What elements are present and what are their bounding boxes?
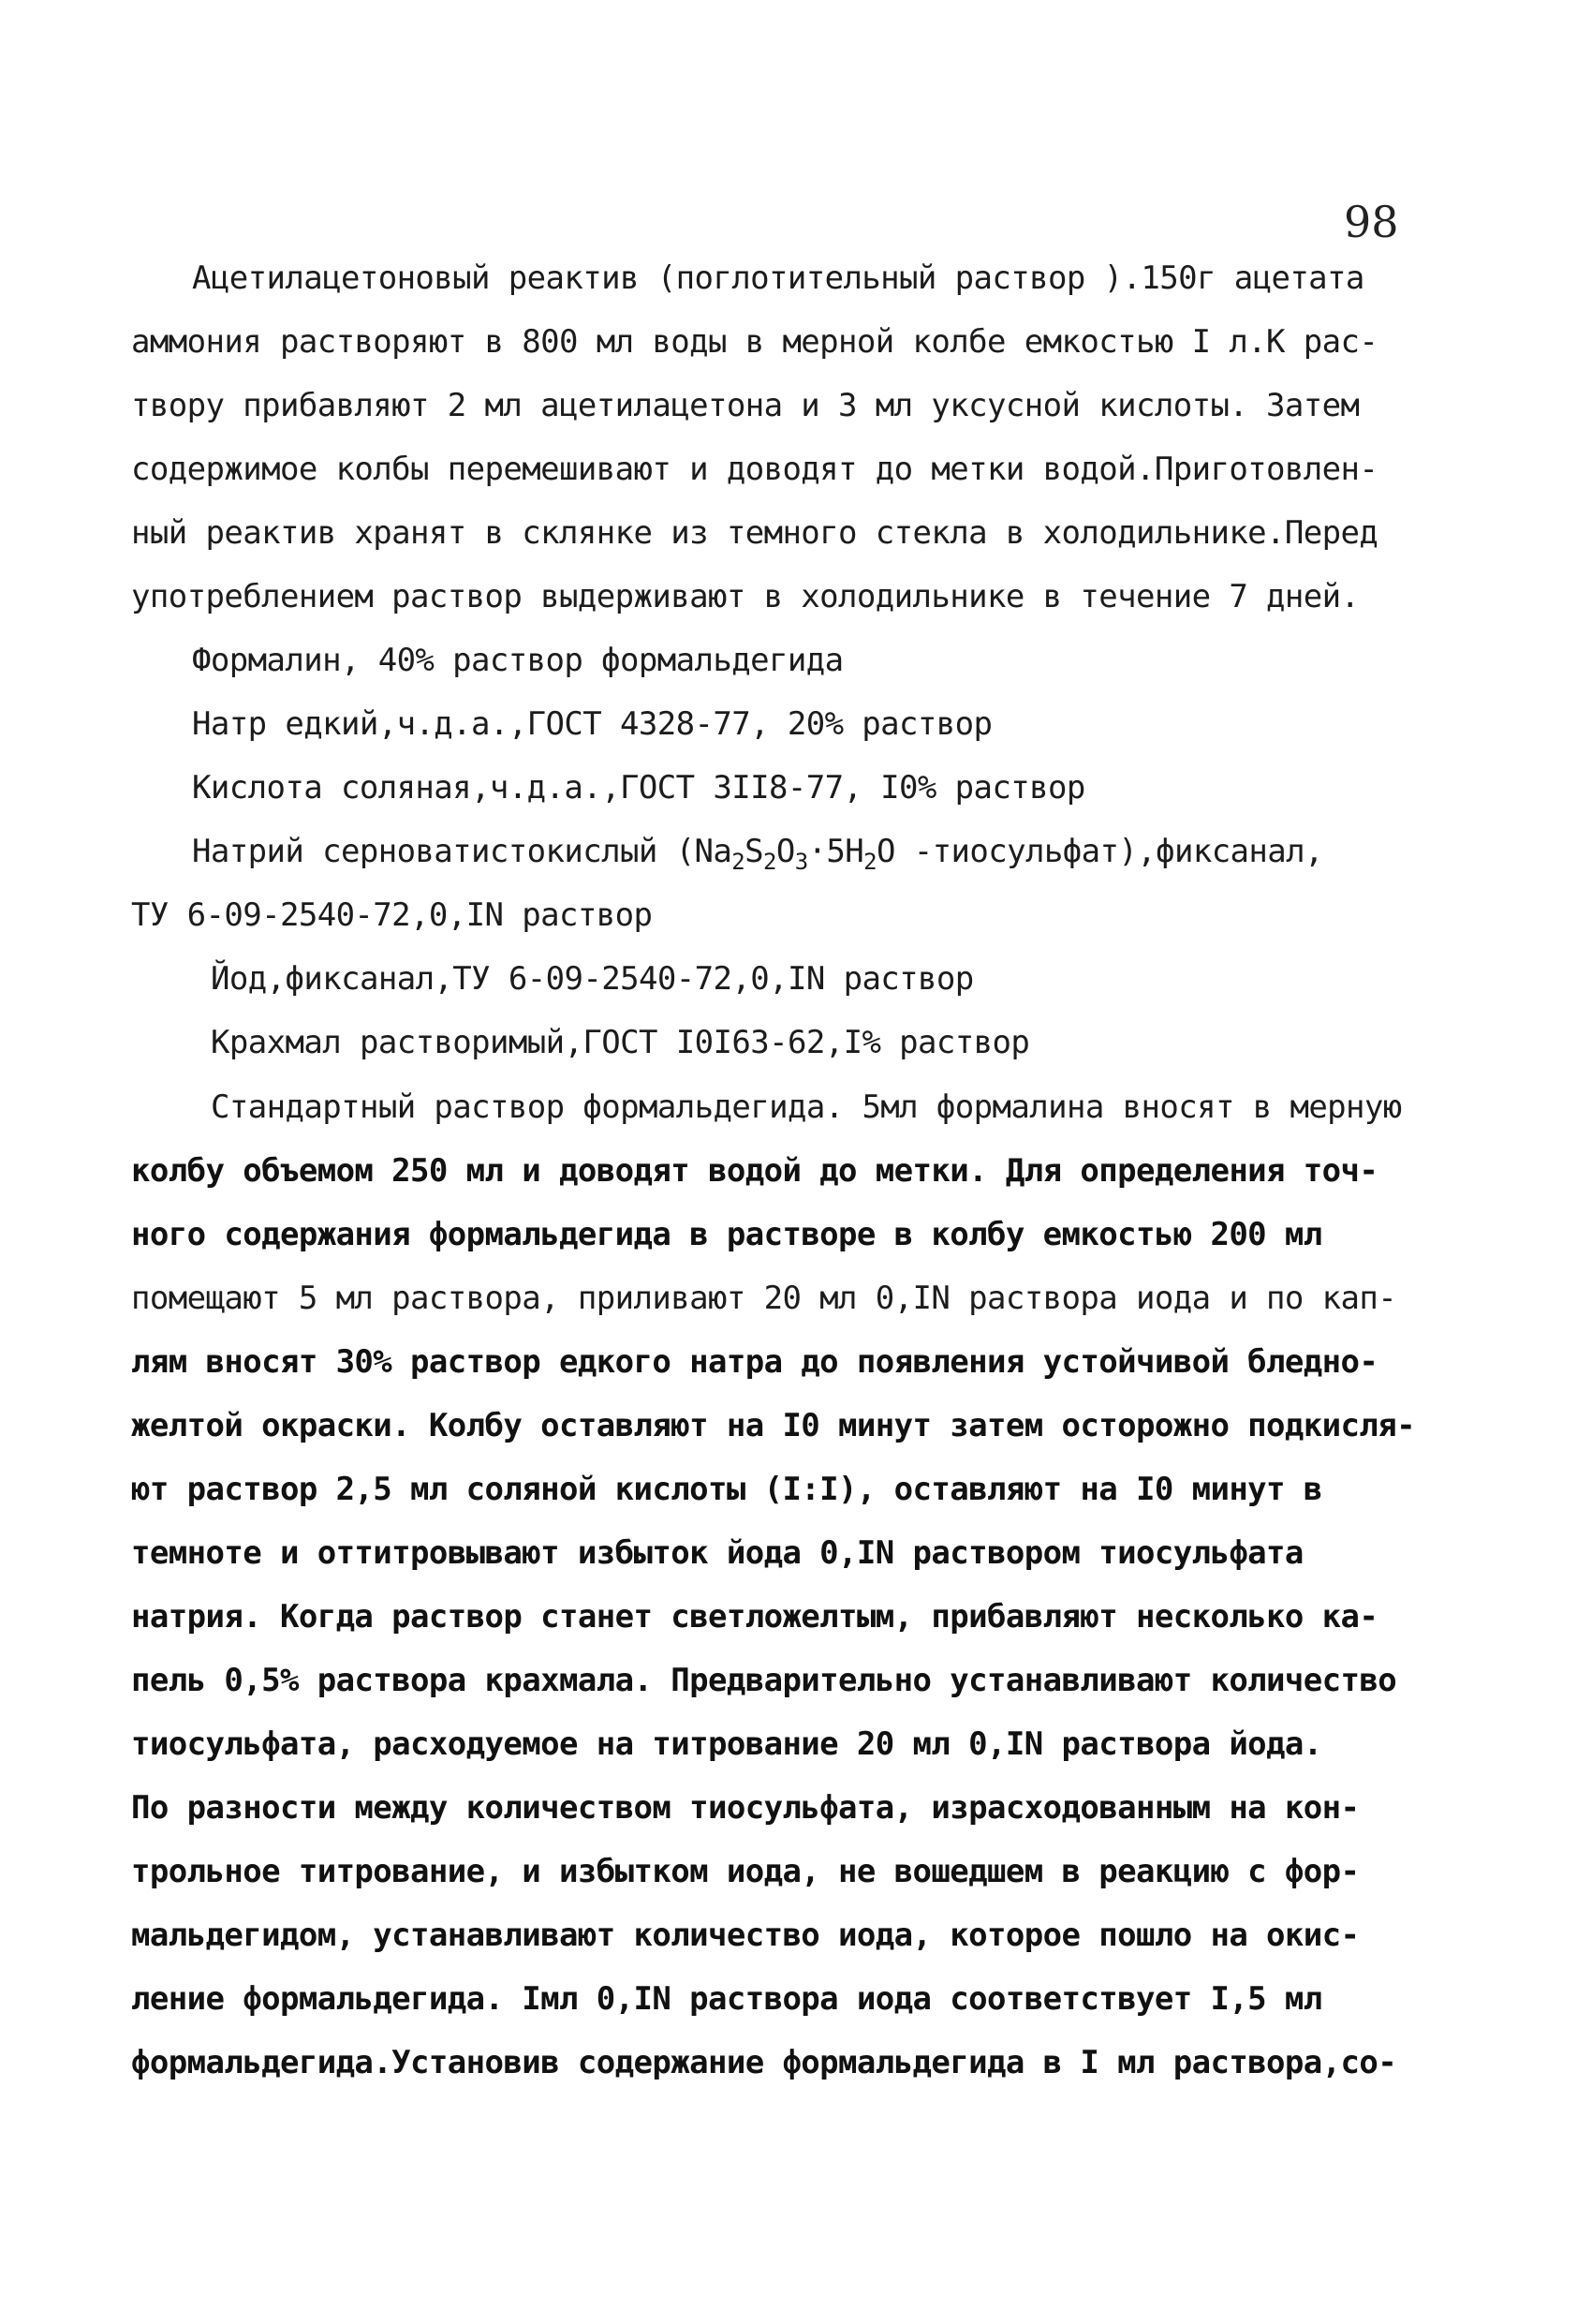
paragraph2-line-2: колбу объемом 250 мл и доводят водой до метки. Для определения точ- [131, 1152, 1378, 1190]
paragraph2-line-11: тиосульфата, расходуемое на титрование 20 мл 0,IN раствора йода. [131, 1725, 1322, 1763]
reagent-formalin: Формалин, 40% раствор формальдегида [192, 642, 844, 679]
page-number: 98 [1344, 197, 1399, 247]
paragraph1-line-4: содержимое колбы перемешивают и доводят до метки водой.Приготовлен- [131, 451, 1378, 488]
paragraph1-line-6: употреблением раствор выдерживают в холодильнике в течение 7 дней. [131, 578, 1360, 615]
paragraph2-line-14: мальдегидом, устанавливают количество иода, которое пошло на окис- [131, 1917, 1360, 1954]
reagent-hydrochloric-acid: Кислота соляная,ч.д.а.,ГОСТ 3II8-77, I0% раствор [192, 769, 1085, 807]
reagent-thiosulfate-line-2: ТУ 6-09-2540-72,0,IN раствор [131, 896, 653, 934]
reagent-iodine: Йод,фиксанал,ТУ 6-09-2540-72,0,IN раствор [211, 960, 974, 998]
paragraph1-line-2: аммония растворяют в 800 мл воды в мерной колбе емкостью I л.К рас- [131, 323, 1378, 361]
paragraph2-line-10: пель 0,5% раствора крахмала. Предварительно устанавливают количество [131, 1662, 1397, 1699]
paragraph1-line-5: ный реактив хранят в склянке из темного стекла в холодильнике.Перед [131, 514, 1378, 552]
thiosulfate-prefix: Натрий серноватистокислый ( [192, 833, 695, 870]
paragraph1-line-3: твору прибавляют 2 мл ацетилацетона и 3 мл уксусной кислоты. Затем [131, 387, 1360, 424]
paragraph2-line-6: желтой окраски. Колбу оставляют на I0 минут затем осторожно подкисля- [131, 1407, 1416, 1444]
paragraph2-line-9: натрия. Когда раствор станет светложелтым, прибавляют несколько ка- [131, 1598, 1378, 1636]
paragraph2-line-7: ют раствор 2,5 мл соляной кислоты (I:I), оставляют на I0 минут в [131, 1471, 1322, 1508]
paragraph2-line-15: ление формальдегида. Iмл 0,IN раствора иода соответствует I,5 мл [131, 1980, 1322, 2018]
thiosulfate-suffix: -тиосульфат),фиксанал, [894, 833, 1323, 870]
paragraph2-line-4: помещают 5 мл раствора, приливают 20 мл 0,IN раствора иода и по кап- [131, 1280, 1397, 1317]
reagent-thiosulfate [192, 833, 1323, 881]
paragraph2-line-8: темноте и оттитровывают избыток йода 0,IN раствором тиосульфата [131, 1534, 1304, 1572]
paragraph2-line-5: лям вносят 30% раствор едкого натра до появления устойчивой бледно- [131, 1343, 1378, 1381]
paragraph2-line-3: ного содержания формальдегида в растворе в колбу емкостью 200 мл [131, 1216, 1322, 1253]
reagent-sodium-hydroxide: Натр едкий,ч.д.а.,ГОСТ 4328-77, 20% раствор [192, 705, 993, 743]
paragraph2-line-13: трольное титрование, и избытком иода, не вошедшем в реакцию с фор- [131, 1853, 1360, 1890]
thiosulfate-formula: $Na_2S_2O_3\cdot 5H_2O$ [694, 833, 895, 875]
paragraph2-line-16: формальдегида.Установив содержание формальдегида в I мл раствора,со- [131, 2044, 1397, 2081]
paragraph1-line-1: Ацетилацетоновый реактив (поглотительный раствор ).150г ацетата [192, 259, 1364, 297]
paragraph2-line-12: По разности между количеством тиосульфата, израсходованным на кон- [131, 1789, 1360, 1827]
reagent-starch: Крахмал растворимый,ГОСТ I0I63-62,I% раствор [211, 1024, 1030, 1061]
paragraph2-line-1: Стандартный раствор формальдегида. 5мл формалина вносят в мерную [211, 1088, 1402, 1126]
